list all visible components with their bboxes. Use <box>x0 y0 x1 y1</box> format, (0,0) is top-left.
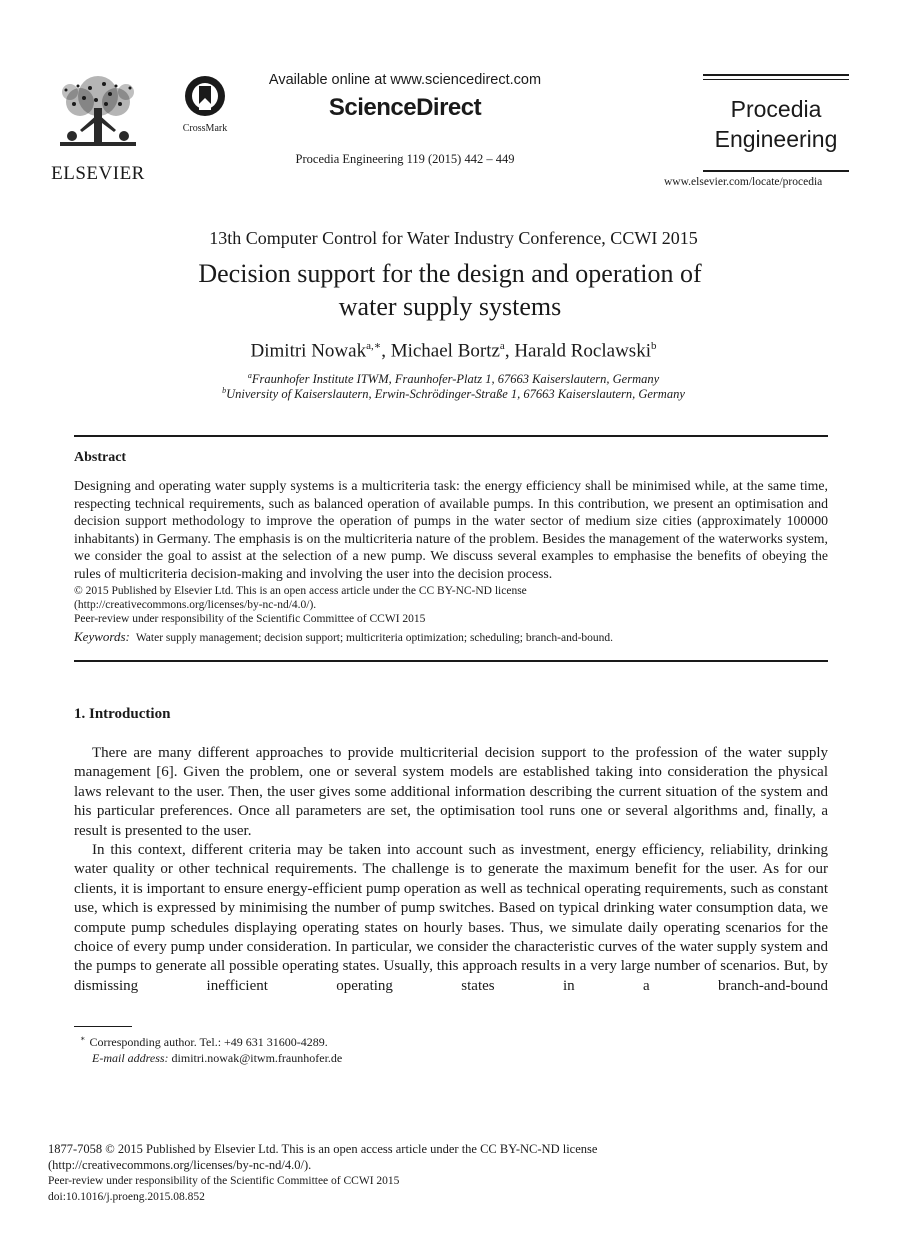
keywords-list: Water supply management; decision support; multicriteria optimization; scheduling; branch-and-bound. <box>135 632 614 644</box>
paragraph-text: There are many different approaches to provide multicriterial decision support to the profession of the water supply management [6]. Given the problem, one or several system models are established taking into consideration the physical laws relevant to the user. Then, the user gives some additional information describing the current situation of the system and his particular preferences. Once all parameters are set, the optimisation tool runs one or several algorithms and, finally, a result is presented to the user. <box>74 745 828 839</box>
author-separator: , <box>504 340 515 362</box>
email-line <box>80 1050 342 1066</box>
affiliation-text: University of Kaiserslautern, Erwin-Schrödinger-Straße 1, 67663 Kaiserslautern, Germany <box>226 387 685 402</box>
paragraph-text: In this context, different criteria may be taken into account such as investment, energy efficiency, reliability, drinking water quality or other technical requirements. The challenge is to generate the maximum benefit for the user. As for our clients, it is important to ensure energy-efficient pump operation as well as technical operating requirements, such as constant use, which is expressed by minimising the number of pump switches. Based on typical drinking water consumption data, we compute pump schedules displaying operating states on hourly bases. Thus, we simulate daily operating scenarios for the choice of every pump under consideration. In particular, we consider the characteristic curves of the water supply system and the pumps to generate all possible operating states. Usually, this approach results in a very large number of scenarios. But, by dismissing inefficient operating states in a branch-and-bound <box>74 842 828 994</box>
journal-title-line2: Engineering <box>714 126 838 152</box>
journal-title-bottom-rule <box>703 170 849 172</box>
crossmark-icon <box>176 74 234 118</box>
affiliation-text: Fraunhofer Institute ITWM, Fraunhofer-Platz 1, 67663 Kaiserslautern, Germany <box>251 372 660 387</box>
abstract-license <box>74 585 828 626</box>
crossmark-badge[interactable] <box>176 74 234 134</box>
author-affil-mark: b <box>650 340 657 352</box>
elsevier-logo <box>50 74 146 184</box>
keywords-label: Keywords: <box>74 629 130 644</box>
journal-title <box>703 94 849 154</box>
author-name: Dimitri Nowak <box>250 340 367 362</box>
elsevier-tree-icon <box>50 74 146 154</box>
paper-title-line1: Decision support for the design and operation of <box>198 259 702 288</box>
copyright-line: © 2015 Published by Elsevier Ltd. This is an open access article under the CC BY-NC-ND license <box>74 585 527 597</box>
header-center <box>250 72 560 167</box>
intro-paragraph-2 <box>74 841 828 996</box>
footnote-mark: ∗ <box>80 1034 86 1043</box>
journal-title-top-rule <box>703 74 849 76</box>
affiliation-mark: a <box>247 371 252 380</box>
sciencedirect-wordmark[interactable]: ScienceDirect <box>328 94 482 121</box>
footnote-rule <box>74 1026 132 1027</box>
author-affil-mark: a,∗ <box>366 340 382 352</box>
journal-url-link[interactable]: www.elsevier.com/locate/procedia <box>664 176 823 188</box>
crossmark-label: CrossMark <box>182 123 228 134</box>
issn-line: 1877-7058 © 2015 Published by Elsevier Ltd. This is an open access article under the CC BY-NC-ND license <box>48 1142 598 1156</box>
elsevier-wordmark: ELSEVIER <box>51 163 145 184</box>
author-list <box>0 339 907 362</box>
footnote <box>80 1031 342 1066</box>
bottom-license-link[interactable]: (http://creativecommons.org/licenses/by-nc-nd/4.0/). <box>48 1158 312 1172</box>
journal-title-line1: Procedia <box>730 96 822 122</box>
intro-paragraph-1 <box>74 744 828 841</box>
doi-link[interactable]: doi:10.1016/j.proeng.2015.08.852 <box>48 1191 205 1203</box>
corresponding-author-text: Corresponding author. Tel.: +49 631 31600-4289. <box>89 1035 328 1049</box>
available-online-text: Available online at www.sciencedirect.com <box>268 72 542 88</box>
bottom-license-block <box>48 1141 748 1205</box>
author-separator: , <box>381 340 391 362</box>
corresponding-author-note <box>80 1031 342 1050</box>
affiliation-b <box>0 386 907 402</box>
peer-review-line: Peer-review under responsibility of the Scientific Committee of CCWI 2015 <box>74 612 426 625</box>
keywords <box>74 629 828 645</box>
conference-name: 13th Computer Control for Water Industry Conference, CCWI 2015 <box>209 228 698 248</box>
paper-title-line2: water supply systems <box>338 292 562 321</box>
journal-title-second-rule <box>703 79 849 80</box>
journal-title-box <box>703 74 849 154</box>
journal-reference: Procedia Engineering 119 (2015) 442 – 449 <box>295 152 515 166</box>
paper-title <box>120 257 780 323</box>
affiliation-a <box>0 371 907 387</box>
email-link[interactable]: dimitri.nowak@itwm.fraunhofer.de <box>171 1051 343 1065</box>
abstract-top-rule <box>74 435 828 437</box>
abstract-heading: Abstract <box>74 450 127 465</box>
section-heading-introduction: 1. Introduction <box>74 706 171 722</box>
author-name: Harald Roclawski <box>514 340 651 362</box>
author-affil-mark: a <box>499 340 505 352</box>
affiliation-mark: b <box>222 386 227 395</box>
bottom-peer-review: Peer-review under responsibility of the Scientific Committee of CCWI 2015 <box>48 1175 400 1187</box>
email-label: E-mail address: <box>92 1051 169 1065</box>
abstract-body: Designing and operating water supply systems is a multicriteria task: the energy efficiency shall be minimised while, at the same time, respecting technical requirements, such as balanced operation of available pumps. In this contribution, we present an optimisation and decision support methodology to improve the operation of pumps in the water sector of medium size cities (approximately 100000 inhabitants) in Germany. The emphasis is on the multicriteria nature of the problem. Besides the management of the waterworks system, we consider the goal to assist at the selection of a new pump. We discuss several examples to emphasise the benefits of obeying the rules of multicriteria decision-making and involving the user into the decision process. <box>74 478 828 581</box>
abstract-bottom-rule <box>74 660 828 662</box>
license-link[interactable]: (http://creativecommons.org/licenses/by-nc-nd/4.0/). <box>74 598 317 611</box>
author-name: Michael Bortz <box>390 340 500 362</box>
